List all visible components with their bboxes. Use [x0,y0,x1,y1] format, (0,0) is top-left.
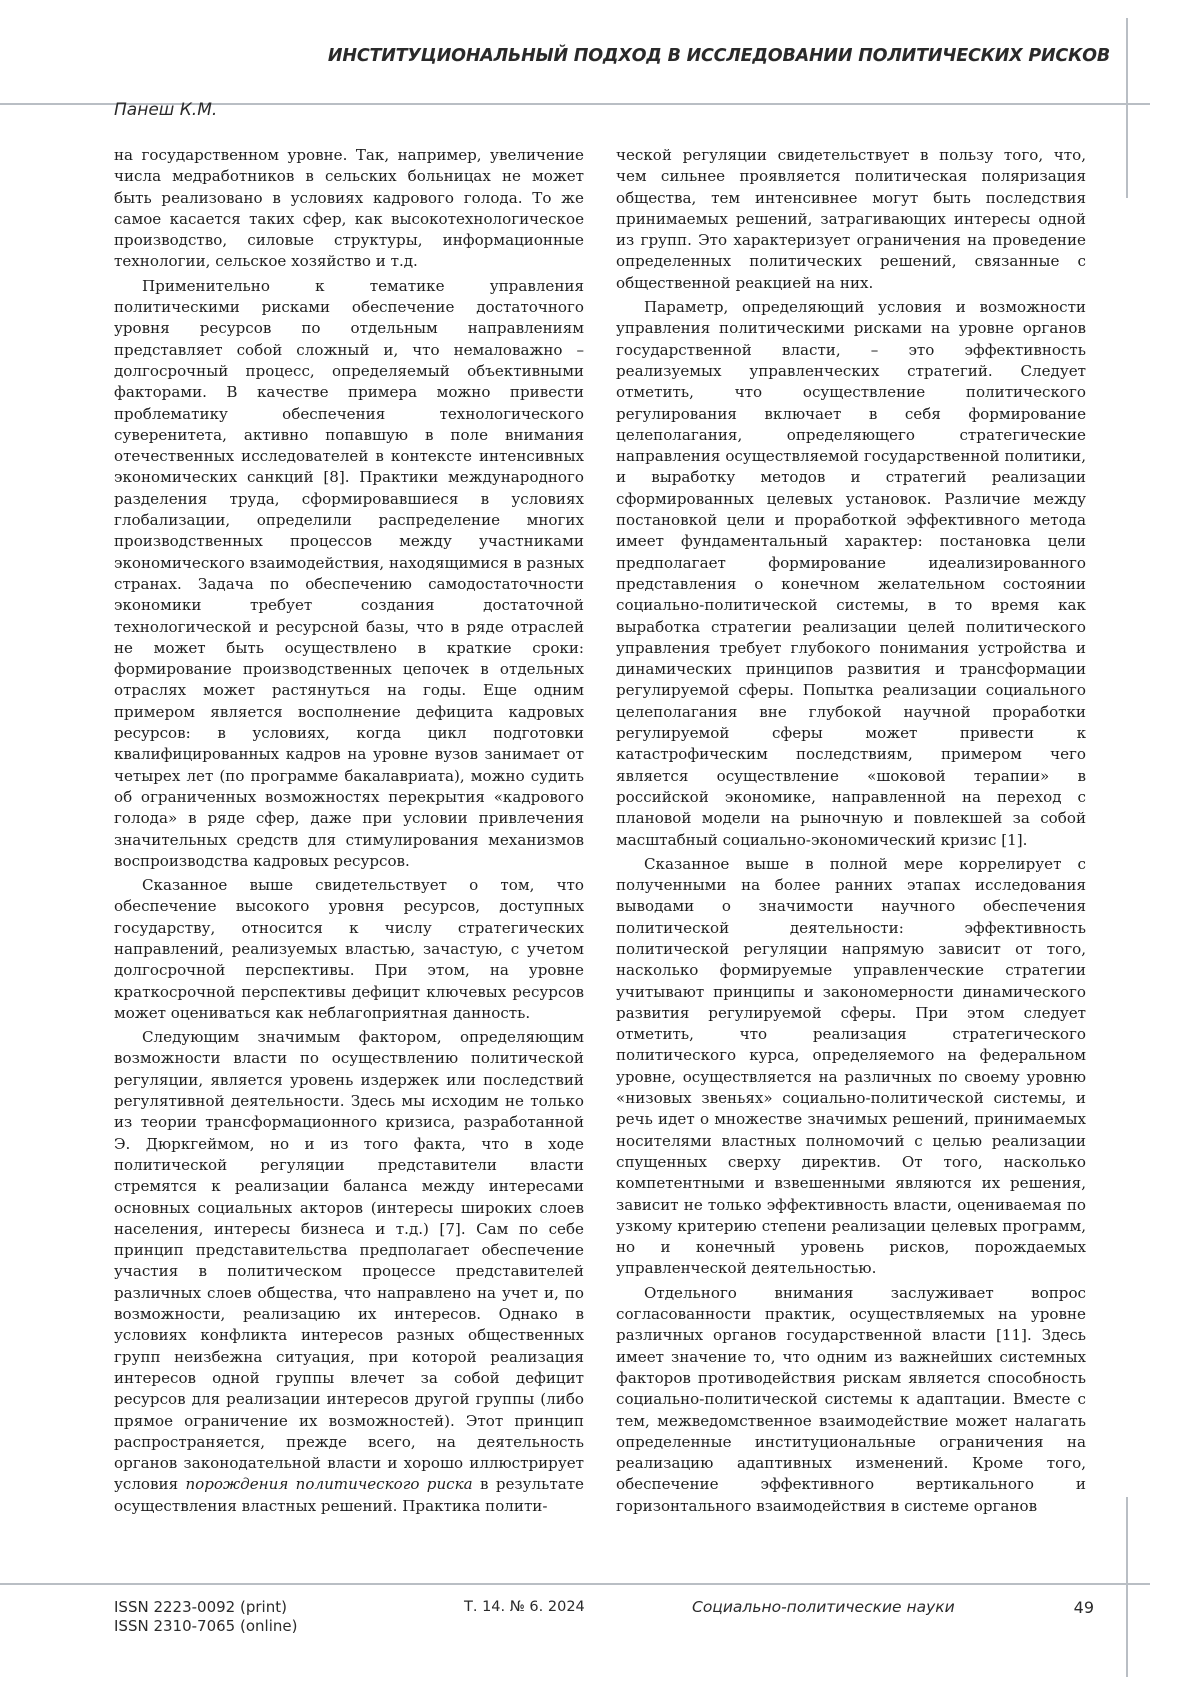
footer-rule [0,1583,1150,1585]
paragraph: на государственном уровне. Так, например, увеличение числа медработников в сельских больницах не может быть реализовано в условиях кадрового голода. То же самое касается таких сфер, как высокотехнологическое производство, силовые структуры, информационные технологии, сельское хозяйство и т.д. [114,145,584,273]
paragraph: Сказанное выше в полной мере коррелирует с полученными на более ранних этапах исследования выводами о значимости научного обеспечения политической деятельности: эффективность политической регуляции напрямую зависит от того, насколько формируемые управленческие стратегии учитывают принципы и закономерности динамического развития регулируемой сферы. При этом следует отметить, что реализация стратегического политического курса, определяемого на федеральном уровне, осуществляется на различных по своему уровню «низовых звеньях» социально-политической системы, и речь идет о множестве значимых решений, принимаемых носителями властных полномочий с целью реализации спущенных сверху директив. От того, насколько компетентными и взвешенными являются их решения, зависит не только эффективность власти, оцениваемая по узкому критерию степени реализации целевых программ, но и конечный уровень рисков, порождаемых управленческой деятельностью. [616,854,1086,1280]
issn-print: ISSN 2223-0092 (print) [114,1598,297,1617]
paragraph: Параметр, определяющий условия и возможности управления политическими рисками на уровне органов государственной власти, – это эффективность реализуемых управленческих стратегий. Следует отметить, что осуществление политического регулирования включает в себя формирование целеполагания, определяющего стратегические направления осуществляемой государственной политики, и выработку методов и стратегий реализации сформированных целевых установок. Различие между постановкой цели и проработкой эффективного метода имеет фундаментальный характер: постановка цели предполагает формирование идеализированного представления о конечном желательном состоянии социально-политической системы, в то время как выработка стратегии реализации целей политического управления требует глубокого понимания устройства и динамических принципов развития и трансформации регулируемой сферы. Попытка реализации социального целеполагания вне глубокой научной проработки регулируемой сферы может привести к катастрофическим последствиям, примером чего является осуществление «шоковой терапии» в российской экономике, направленной на переход с плановой модели на рыночную и повлекшей за собой масштабный социально-экономический кризис [1]. [616,297,1086,851]
volume-issue: Т. 14. № 6. 2024 [464,1598,585,1617]
right-column [616,145,1086,1520]
left-column [114,145,584,1520]
author-name: Панеш К.М. [114,100,217,120]
paragraph [114,1027,584,1517]
right-border-bottom [1126,1497,1128,1677]
paragraph: Сказанное выше свидетельствует о том, что обеспечение высокого уровня ресурсов, доступных государству, относится к числу стратегических направлений, реализуемых властью, зачастую, с учетом долгосрочной перспективы. При этом, на уровне краткосрочной перспективы дефицит ключевых ресурсов может оцениваться как неблагоприятная данность. [114,875,584,1024]
journal-title: Социально-политические науки [692,1598,955,1617]
issn-online: ISSN 2310-7065 (online) [114,1617,297,1636]
paragraph: Применительно к тематике управления политическими рисками обеспечение достаточного уровня ресурсов по отдельным направлениям представляет собой сложный и, что немаловажно – долгосрочный процесс, определяемый объективными факторами. В качестве примера можно привести проблематику обеспечения технологического суверенитета, активно попавшую в поле внимания отечественных исследователей в контексте интенсивных экономических санкций [8]. Практики международного разделения труда, сформировавшиеся в условиях глобализации, определили распределение многих производственных процессов между участниками экономического взаимодействия, находящимися в разных странах. Задача по обеспечению самодостаточности экономики требует создания достаточной технологической и ресурсной базы, что в ряде отраслей не может быть осуществлено в краткие сроки: формирование производственных цепочек в отдельных отраслях может растянуться на годы. Еще одним примером является восполнение дефицита кадровых ресурсов: в условиях, когда цикл подготовки квалифицированных кадров на уровне вузов занимает от четырех лет (по программе бакалавриата), можно судить об ограниченных возможностях перекрытия «кадрового голода» в ряде сфер, даже при условии привлечения значительных средств для стимулирования механизмов воспроизводства кадровых ресурсов. [114,276,584,872]
italic-emphasis: порождения политического риска [185,1475,472,1493]
page-number: 49 [1074,1598,1094,1617]
right-border-top [1126,18,1128,198]
paragraph-text: Следующим значимым фактором, определяющим возможности власти по осуществлению политической регуляции, является уровень издержек или последствий регулятивной деятельности. Здесь мы исходим не только из теории трансформационного кризиса, разработанной Э. Дюркгеймом, но и из того факта, что в ходе политической регуляции представители власти стремятся к реализации баланса между интересами основных социальных акторов (интересы широких слоев населения, интересы бизнеса и т.д.) [7]. Сам по себе принцип представительства предполагает обеспечение участия в политическом процессе представителей различных слоев общества, что направлено на учет и, по возможности, реализацию их интересов. Однако в условиях конфликта интересов разных общественных групп неизбежна ситуация, при которой реализация интересов одной группы влечет за собой дефицит ресурсов для реализации интересов другой группы (либо прямое ограничение их возможностей). Этот принцип распространяется, прежде всего, на деятельность органов законодательной власти и хорошо иллюстрирует условия [114,1028,584,1493]
paragraph: ческой регуляции свидетельствует в пользу того, что, чем сильнее проявляется политическая поляризация общества, тем интенсивнее могут быть последствия принимаемых решений, затрагивающих интересы одной из групп. Это характеризует ограничения на проведение определенных политических решений, связанные с общественной реакцией на них. [616,145,1086,294]
running-title: ИНСТИТУЦИОНАЛЬНЫЙ ПОДХОД В ИССЛЕДОВАНИИ ПОЛИТИЧЕСКИХ РИСКОВ [328,46,1110,66]
paragraph: Отдельного внимания заслуживает вопрос согласованности практик, осуществляемых на уровне различных органов государственной власти [11]. Здесь имеет значение то, что одним из важнейших системных факторов противодействия рискам является способность социально-политической системы к адаптации. Вместе с тем, межведомственное взаимодействие может налагать определенные институциональные ограничения на реализацию адаптивных изменений. Кроме того, обеспечение эффективного вертикального и горизонтального взаимодействия в системе органов [616,1283,1086,1517]
issn-block [114,1598,297,1636]
paragraph-text: в результате осуществления властных решений. Практика полити- [114,1475,584,1514]
